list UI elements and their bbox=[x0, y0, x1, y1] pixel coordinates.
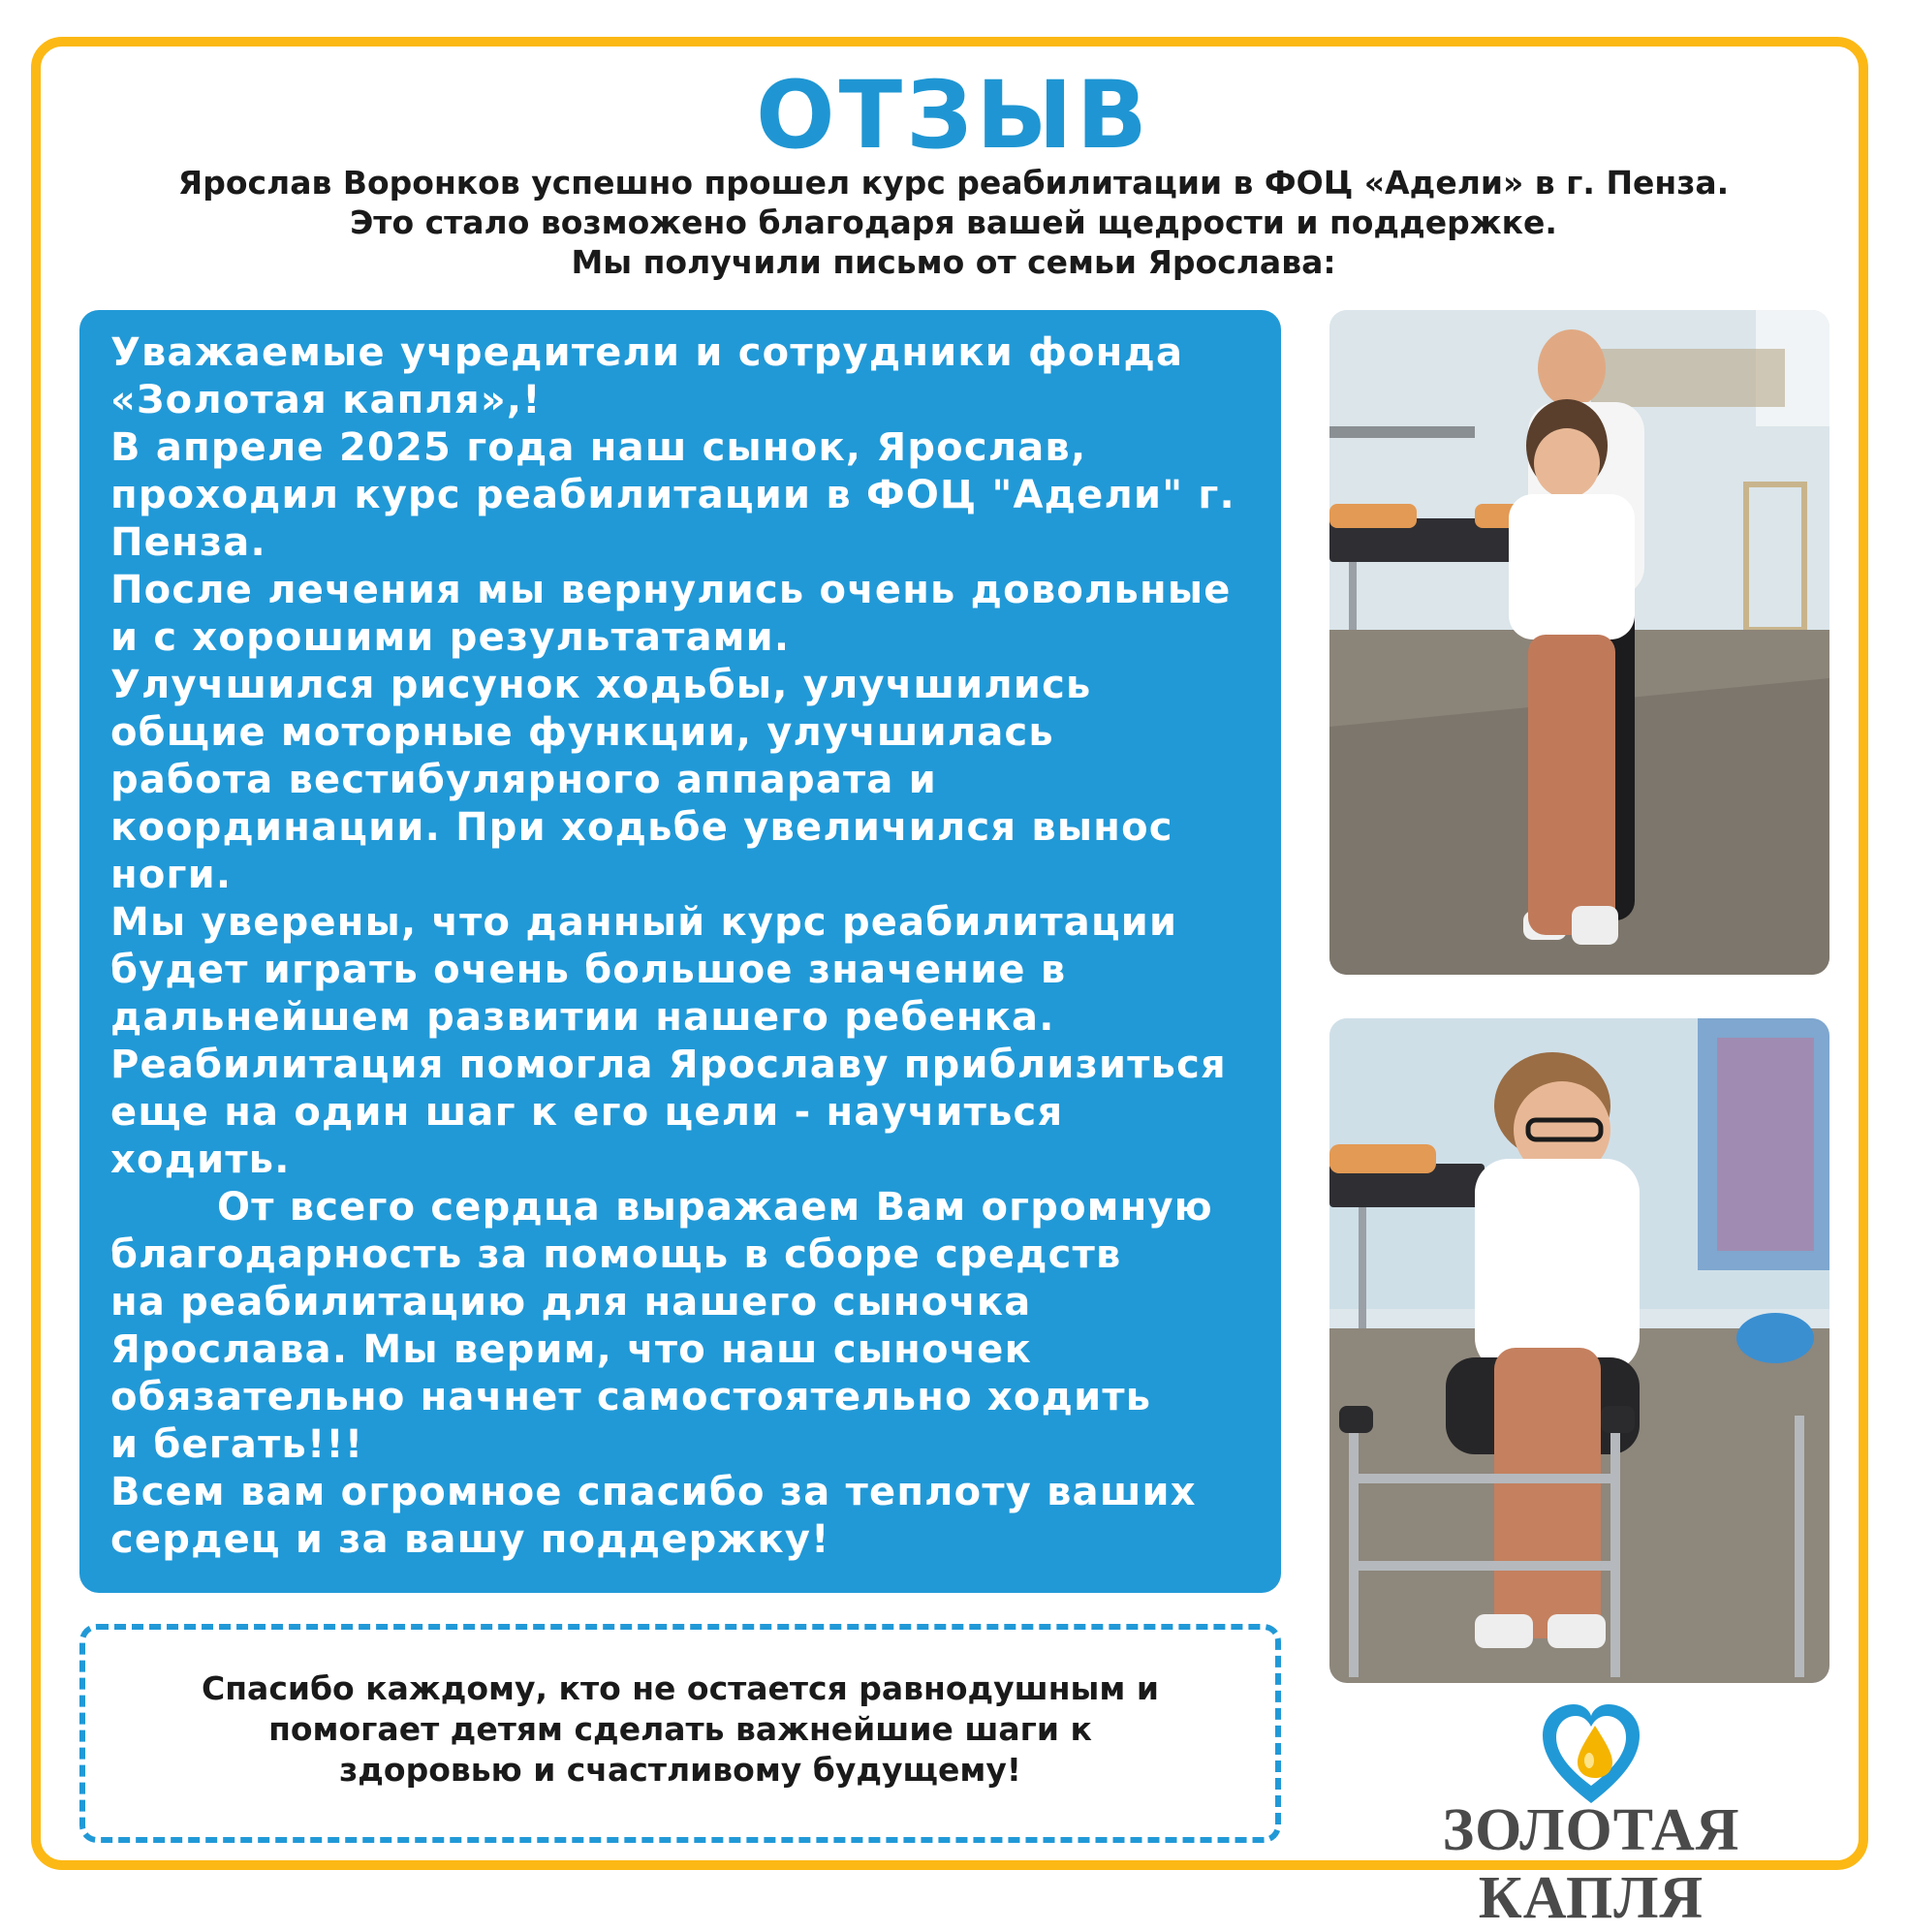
letter-line: Реабилитация помогла Ярославу приблизиться bbox=[110, 1043, 1227, 1087]
thanks-message bbox=[79, 1624, 1281, 1843]
intro-text bbox=[58, 163, 1849, 282]
page-title: ОТЗЫВ bbox=[756, 61, 1151, 170]
letter-line: еще на один шаг к его цели - научиться bbox=[110, 1090, 1064, 1135]
letter-line: на реабилитацию для нашего сыночка bbox=[110, 1280, 1032, 1324]
intro-line: Мы получили письмо от семьи Ярослава: bbox=[571, 243, 1336, 281]
letter-line: работа вестибулярного аппарата и bbox=[110, 758, 937, 802]
letter-line: координации. При ходьбе увеличился вынос bbox=[110, 805, 1173, 850]
letter-line: ноги. bbox=[110, 853, 233, 897]
letter-line: благодарность за помощь в сборе средств bbox=[110, 1232, 1122, 1277]
intro-line: Это стало возможено благодаря вашей щедрости и поддержке. bbox=[350, 203, 1557, 241]
letter-line: После лечения мы вернулись очень довольные bbox=[110, 568, 1232, 612]
thanks-line: здоровью и счастливому будущему! bbox=[339, 1751, 1021, 1789]
letter-line: ходить. bbox=[110, 1137, 291, 1182]
letter-line: Мы уверены, что данный курс реабилитации bbox=[110, 900, 1178, 945]
intro-line: Ярослав Воронков успешно прошел курс реабилитации в ФОЦ «Адели» в г. Пенза. bbox=[177, 164, 1730, 202]
letter-line: общие моторные функции, улучшилась bbox=[110, 710, 1054, 755]
letter-line: Пенза. bbox=[110, 520, 266, 565]
letter-line: Улучшился рисунок ходьбы, улучшились bbox=[110, 663, 1092, 707]
letter-line: В апреле 2025 года наш сынок, Ярослав, bbox=[110, 425, 1087, 470]
rehab-photo-assisted-walking bbox=[1329, 310, 1829, 975]
letter-line: сердец и за вашу поддержку! bbox=[110, 1517, 830, 1562]
rehab-photo-walker bbox=[1329, 1018, 1829, 1683]
letter-line: будет играть очень большое значение в bbox=[110, 948, 1067, 992]
letter-line: От всего сердца выражаем Вам огромную bbox=[217, 1185, 1213, 1230]
letter-line: Уважаемые учредители и сотрудники фонда bbox=[110, 330, 1184, 375]
family-letter bbox=[79, 310, 1281, 1593]
letter-line: «Золотая капля»,! bbox=[110, 378, 542, 422]
letter-line: обязательно начнет самостоятельно ходить bbox=[110, 1375, 1152, 1419]
letter-line: Ярослава. Мы верим, что наш сыночек bbox=[110, 1327, 1032, 1372]
letter-line: Всем вам огромное спасибо за теплоту ваших bbox=[110, 1470, 1197, 1514]
letter-line: дальнейшем развитии нашего ребенка. bbox=[110, 995, 1055, 1040]
heart-drop-icon bbox=[1539, 1700, 1643, 1809]
letter-line: проходил курс реабилитации в ФОЦ "Адели" г. bbox=[110, 473, 1235, 517]
thanks-line: Спасибо каждому, кто не остается равнодушным и bbox=[202, 1669, 1159, 1707]
foundation-logo-text: ЗОЛОТАЯ КАПЛЯ bbox=[1442, 1797, 1740, 1931]
letter-line: и бегать!!! bbox=[110, 1422, 364, 1467]
thanks-line: помогает детям сделать важнейшие шаги к bbox=[268, 1710, 1092, 1748]
letter-line: и с хорошими результатами. bbox=[110, 615, 791, 660]
